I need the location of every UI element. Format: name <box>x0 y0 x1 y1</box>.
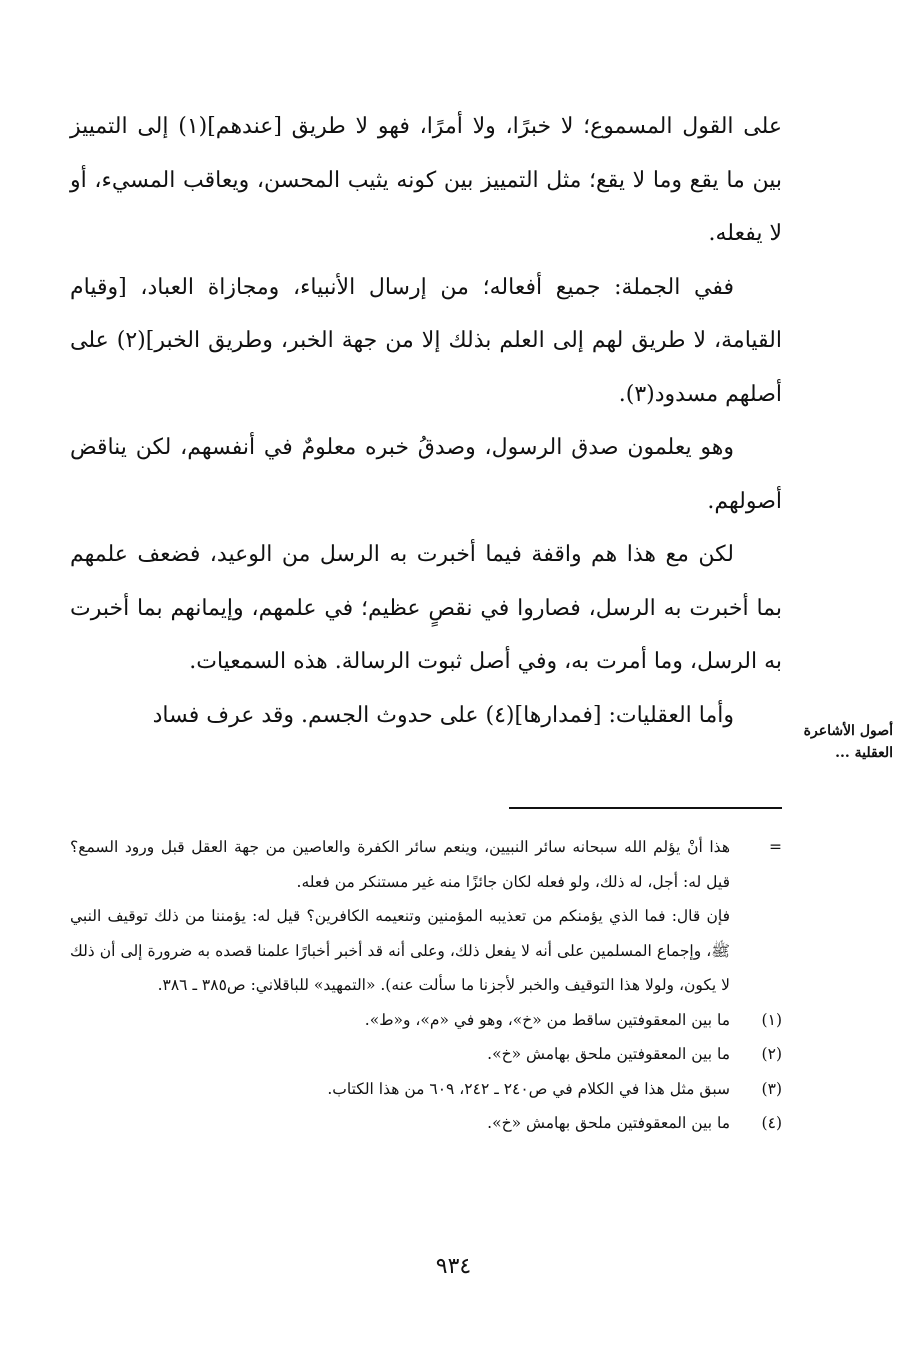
footnote-item <box>70 1003 782 1038</box>
footnote-item <box>70 1037 782 1072</box>
footnote-text: ما بين المعقوفتين ملحق بهامش «خ». <box>487 1045 730 1063</box>
footnote-number: (٤) <box>761 1114 782 1132</box>
footnote-text: سبق مثل هذا في الكلام في ص٢٤٠ ـ ٢٤٢، ٦٠٩ من هذا الكتاب. <box>327 1079 730 1098</box>
paragraph: ففي الجملة: جميع أفعاله؛ من إرسال الأنبياء، ومجازاة العباد، [وقيام القيامة، لا طريق لهم إلى العلم بذلك إلا من جهة الخبر، وطريق الخبر](٢) على أصلهم مسدود(٣). <box>70 274 782 407</box>
footnote-text: هذا أنْ يؤلم الله سبحانه سائر النبيين، وينعم سائر الكفرة والعاصين من جهة العقل قبل ورود السمع؟ قيل له: أجل، له ذلك، ولو فعله لكان جائزًا منه غير مستنكر من فعله. <box>70 838 730 891</box>
paragraph: لكن مع هذا هم واقفة فيما أخبرت به الرسل من الوعيد، فضعف علمهم بما أخبرت به الرسل، فصاروا في نقصٍ عظيم؛ في علمهم، وإيمانهم بما أخبرت به الرسل، وما أمرت به، وفي أصل ثبوت الرسالة. هذه السمعيات. <box>70 542 782 674</box>
footnote-text: ما بين المعقوفتين ملحق بهامش «خ». <box>487 1114 730 1132</box>
footnote-text: ما بين المعقوفتين ساقط من «خ»، وهو في «م»، و«ط». <box>364 1010 730 1029</box>
footnote-number: (٣) <box>761 1079 782 1098</box>
footnote-item <box>70 1106 782 1141</box>
margin-note <box>798 720 893 764</box>
footnotes <box>70 830 782 1141</box>
footnote-number: (١) <box>761 1010 782 1029</box>
margin-note-line: أصول الأشاعرة <box>803 723 893 739</box>
continuation-marker: = <box>769 838 782 856</box>
footnote-number: (٢) <box>761 1045 782 1063</box>
paragraph: وأما العقليات: [فمدارها](٤) على حدوث الجسم. وقد عرف فساد <box>152 702 734 728</box>
footnote-text: فإن قال: فما الذي يؤمنكم من تعذيبه المؤمنين وتنعيمه الكافرين؟ قيل له: يؤمننا من ذلك توقيف النبي ﷺ، وإجماع المسلمين على أنه لا يفعل ذلك، وعلى أنه قد أخبر أخبارًا علمنا قصده به ضرورة إلى أن ذلك لا يكون، ولولا هذا التوقيف والخبر لأجزنا ما سألت عنه). «التمهيد» للباقلاني: ص٣٨٥ ـ ٣٨٦. <box>70 907 730 994</box>
page-number: ٩٣٤ <box>435 1254 472 1279</box>
paragraph: على القول المسموع؛ لا خبرًا، ولا أمرًا، فهو لا طريق [عندهم](١) إلى التمييز بين ما يقع وما لا يقع؛ مثل التمييز بين كونه يثيب المحسن، ويعاقب المسيء، أو لا يفعله. <box>70 114 783 246</box>
margin-note-line: العقلية ... <box>835 745 893 761</box>
main-text <box>70 100 782 742</box>
paragraph: وهو يعلمون صدق الرسول، وصدقُ خبره معلومٌ في أنفسهم، لكن يناقض أصولهم. <box>70 435 782 514</box>
footnote-separator <box>509 807 782 809</box>
footnote-item <box>70 1072 782 1107</box>
footnote-continuation <box>70 830 782 1003</box>
